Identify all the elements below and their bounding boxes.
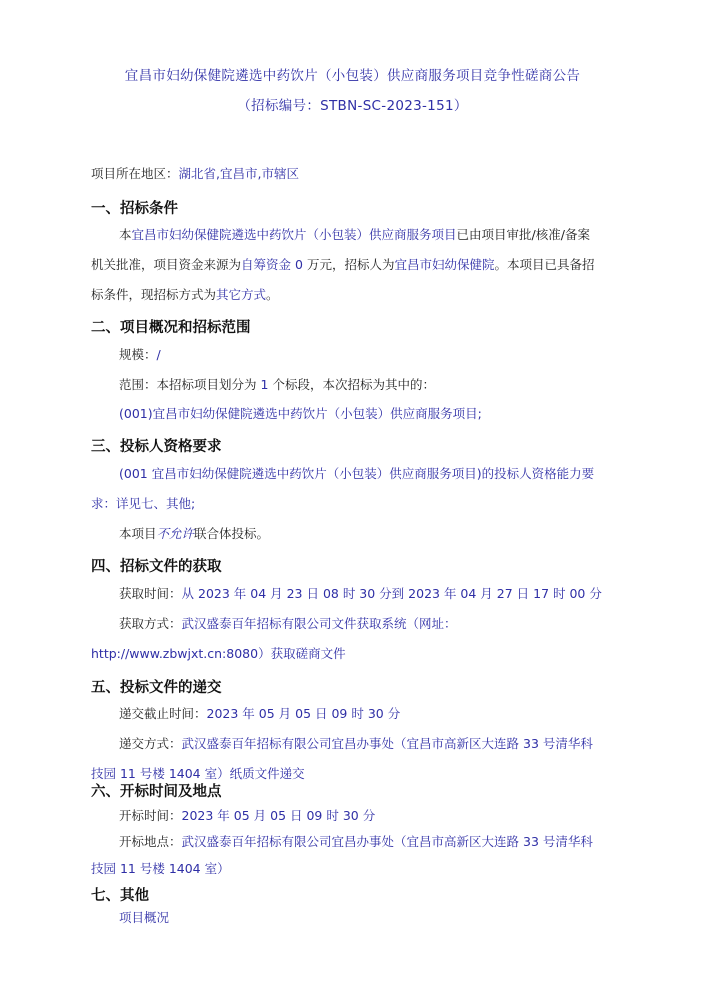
s3-line2: 求：详见七、其他; xyxy=(91,496,196,511)
document-title: 宜昌市妇幼保健院遴选中药饮片（小包装）供应商服务项目竞争性磋商公告 xyxy=(124,68,581,84)
section-heading-4: 四、招标文件的获取 xyxy=(91,559,222,575)
fund-amount: 0 xyxy=(295,257,303,272)
s7-line1: 项目概况 xyxy=(119,910,170,925)
s5-method-line2: 技园 11 号楼 1404 室）纸质文件递交 xyxy=(91,766,305,781)
tender-code: （招标编号：STBN-SC-2023-151） xyxy=(237,98,468,114)
s6-place-line2: 技园 11 号楼 1404 室） xyxy=(91,861,230,876)
s6-time: 开标时间：2023 年 05 月 05 日 09 时 30 分 xyxy=(119,808,376,823)
s4-method: 获取方式：武汉盛泰百年招标有限公司文件获取系统（网址： xyxy=(119,616,457,631)
s1-line2: 机关批准，项目资金来源为自筹资金 0 万元，招标人为宜昌市妇幼保健院。本项目已具备招 xyxy=(91,257,595,272)
section-heading-5: 五、投标文件的递交 xyxy=(91,680,222,696)
s2-range: 范围：本招标项目划分为 1 个标段，本次招标为其中的： xyxy=(119,377,435,392)
project-location xyxy=(91,166,299,182)
section-heading-1: 一、招标条件 xyxy=(91,201,178,217)
s4-time: 获取时间：从 2023 年 04 月 23 日 08 时 30 分到 2023 年 04 月 27 日 17 时 00 分 xyxy=(119,586,602,601)
s1-line1: 本宜昌市妇幼保健院遴选中药饮片（小包装）供应商服务项目已由项目审批/核准/备案 xyxy=(119,227,590,242)
s5-deadline: 递交截止时间：2023 年 05 月 05 日 09 时 30 分 xyxy=(119,706,401,721)
s3-line1: (001 宜昌市妇幼保健院遴选中药饮片（小包装）供应商服务项目)的投标人资格能力要 xyxy=(119,466,595,481)
s2-lot: (001)宜昌市妇幼保健院遴选中药饮片（小包装）供应商服务项目; xyxy=(119,406,482,421)
s3-line3: 本项目不允许联合体投标。 xyxy=(119,526,270,541)
section-heading-7: 七、其他 xyxy=(91,888,149,904)
section-heading-3: 三、投标人资格要求 xyxy=(91,439,222,455)
s1-line3: 标条件，现招标方式为其它方式。 xyxy=(91,287,279,302)
fund-source: 自筹资金 xyxy=(241,257,292,272)
s6-place: 开标地点：武汉盛泰百年招标有限公司宜昌办事处（宜昌市高新区大连路 33 号清华科 xyxy=(119,834,593,849)
tender-method: 其它方式 xyxy=(216,287,267,302)
s5-method: 递交方式：武汉盛泰百年招标有限公司宜昌办事处（宜昌市高新区大连路 33 号清华科 xyxy=(119,736,593,751)
project-name: 宜昌市妇幼保健院遴选中药饮片（小包装）供应商服务项目 xyxy=(131,227,457,242)
section-heading-2: 二、项目概况和招标范围 xyxy=(91,320,251,336)
s4-method-url: http://www.zbwjxt.cn:8080）获取磋商文件 xyxy=(91,646,346,661)
location-label: 项目所在地区： xyxy=(91,166,179,181)
consortium-policy: 不允许 xyxy=(156,526,195,541)
s2-scale: 规模：/ xyxy=(119,347,161,362)
location-value: 湖北省,宜昌市,市辖区 xyxy=(178,166,299,181)
tenderer: 宜昌市妇幼保健院 xyxy=(394,257,495,272)
section-heading-6: 六、开标时间及地点 xyxy=(91,784,222,800)
